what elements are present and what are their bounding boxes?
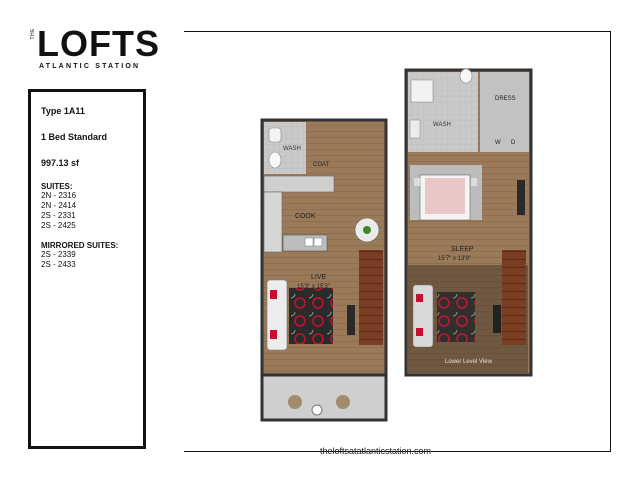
suite-item: 2S - 2331	[41, 211, 76, 220]
suite-item: 2N - 2316	[41, 191, 77, 200]
website-url: theloftsatatlanticstation.com	[320, 446, 432, 456]
svg-text:D: D	[511, 140, 516, 146]
svg-text:DRESS: DRESS	[495, 96, 516, 102]
suite-item: 2S - 2425	[41, 221, 76, 230]
frame-right-line	[610, 31, 611, 452]
svg-text:COOK: COOK	[295, 213, 316, 220]
suite-item: 2N - 2414	[41, 201, 77, 210]
live-dimension-svg: 15'3" x 15'3"	[297, 284, 330, 290]
logo-the-text: THE	[30, 28, 36, 40]
logo-lofts: LOFTS	[37, 23, 160, 64]
svg-text:WASH: WASH	[433, 122, 451, 128]
svg-text:W: W	[495, 140, 501, 146]
mirrored-suite-item: 2S - 2433	[41, 260, 76, 269]
svg-text:COAT: COAT	[313, 162, 330, 168]
lower-level-plan	[262, 120, 386, 420]
suites-header: SUITES:	[41, 182, 73, 191]
unit-area: 997.13 sf	[41, 158, 80, 168]
logo-subtitle: ATLANTIC STATION	[39, 63, 141, 70]
unit-info-box	[28, 89, 146, 449]
upper-level-plan	[406, 69, 531, 375]
svg-text:SLEEP: SLEEP	[451, 246, 474, 253]
mirrored-suites-header: MIRRORED SUITES:	[41, 241, 119, 250]
svg-text:WASH: WASH	[283, 146, 301, 152]
floor-plan	[255, 60, 545, 440]
unit-type: Type 1A11	[41, 106, 85, 116]
frame-top-line	[184, 31, 611, 32]
mirrored-suite-item: 2S - 2339	[41, 250, 76, 259]
svg-text:Lower Level View: Lower Level View	[445, 359, 492, 365]
unit-bed: 1 Bed Standard	[41, 132, 108, 142]
svg-text:LIVE: LIVE	[311, 274, 327, 281]
svg-text:15'7" x 13'9": 15'7" x 13'9"	[438, 256, 471, 262]
